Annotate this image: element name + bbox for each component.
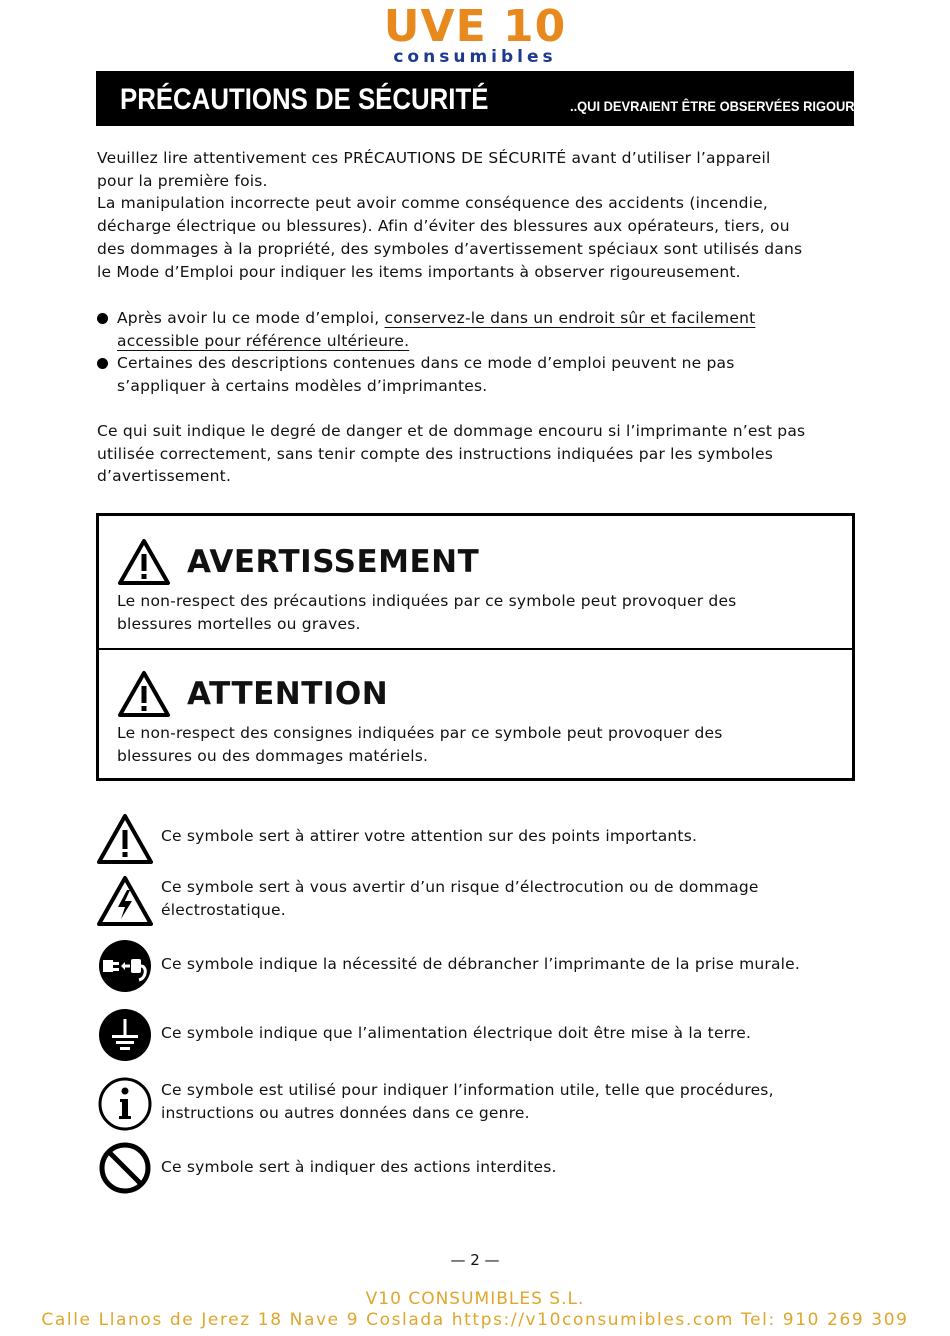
symbol-description: Ce symbole sert à indiquer des actions interdites. — [161, 1158, 557, 1176]
caution-line: Le non-respect des consignes indiquées par ce symbole peut provoquer des — [117, 724, 723, 742]
unplug-icon — [97, 938, 153, 994]
title-banner — [96, 71, 927, 126]
hazard-levels-box — [96, 513, 855, 781]
caution-title: ATTENTION — [187, 676, 389, 712]
electric-shock-icon — [97, 874, 153, 930]
bullet-list — [97, 307, 857, 398]
symbol-description: Ce symbole indique que l’alimentation électrique doit être mise à la terre. — [161, 1024, 752, 1042]
symbol-line: Ce symbole est utilisé pour indiquer l’information utile, telle que procédures, — [161, 1081, 774, 1099]
caution-header — [117, 670, 388, 718]
symbol-description: Ce symbole indique la nécessité de débrancher l’imprimante de la prise murale. — [161, 955, 801, 973]
bullet-text: s’appliquer à certains modèles d’imprimantes. — [117, 377, 488, 396]
intro-line: décharge électrique ou blessures). Afin d’éviter des blessures aux opérateurs, tiers, ou — [97, 217, 790, 236]
page-title: PRÉCAUTIONS DE SÉCURITÉ — [120, 83, 489, 116]
logo-subtitle: consumibles — [393, 47, 557, 67]
degree-line: Ce qui suit indique le degré de danger et de dommage encouru si l’imprimante n’est pas — [97, 422, 806, 440]
symbol-description — [161, 876, 861, 921]
warning-triangle-icon — [117, 538, 171, 586]
bullet-text: Certaines des descriptions contenues dans ce mode d’emploi peuvent ne pas — [117, 354, 735, 373]
caution-line: blessures ou des dommages matériels. — [117, 746, 429, 765]
footer-address: Calle Llanos de Jerez 18 Nave 9 Coslada https://v10consumibles.com Tel: 910 269 309 — [41, 1310, 909, 1330]
degree-paragraph — [97, 420, 857, 488]
intro-line: La manipulation incorrecte peut avoir comme conséquence des accidents (incendie, — [97, 194, 768, 213]
warning-header — [117, 538, 479, 586]
intro-line: Veuillez lire attentivement ces PRÉCAUTIONS DE SÉCURITÉ avant d’utiliser l’appareil — [97, 149, 771, 167]
warning-title: AVERTISSEMENT — [187, 544, 480, 580]
symbol-line: instructions ou autres données dans ce genre. — [161, 1103, 530, 1122]
page-number: — 2 — — [450, 1251, 500, 1269]
ground-icon — [97, 1007, 153, 1063]
bullet-item — [97, 307, 857, 352]
footer-company: V10 CONSUMIBLES S.L. — [365, 1289, 585, 1309]
bullet-item — [97, 352, 857, 397]
company-logo — [0, 1, 950, 67]
bullet-icon — [97, 358, 108, 369]
bullet-underlined: accessible pour référence ultérieure. — [117, 331, 410, 350]
intro-line: pour la première fois. — [97, 171, 268, 190]
bullet-underlined: conservez-le dans un endroit sûr et facilement — [384, 309, 756, 327]
logo-mark: UVE 10 — [383, 1, 567, 52]
intro-line: des dommages à la propriété, des symboles d’avertissement spéciaux sont utilisés dans — [97, 239, 803, 258]
warning-description — [117, 590, 837, 635]
intro-paragraph — [97, 147, 857, 283]
degree-line: utilisée correctement, sans tenir compte des instructions indiquées par les symboles — [97, 444, 773, 463]
symbol-line: électrostatique. — [161, 900, 286, 919]
prohibited-icon — [97, 1140, 153, 1196]
bullet-icon — [97, 313, 108, 324]
info-icon — [97, 1076, 153, 1132]
caution-description — [117, 722, 837, 767]
degree-line: d’avertissement. — [97, 467, 232, 486]
bullet-text: Après avoir lu ce mode d’emploi, — [117, 309, 385, 327]
caution-triangle-icon — [117, 670, 171, 718]
warning-line: blessures mortelles ou graves. — [117, 614, 361, 633]
intro-line: le Mode d’Emploi pour indiquer les items importants à observer rigoureusement. — [97, 262, 741, 281]
page-subtitle: ..QUI DEVRAIENT ÊTRE OBSERVÉES RIGOUREUSEMENT — [570, 98, 927, 114]
exclamation-triangle-icon — [97, 812, 153, 868]
symbol-line: Ce symbole sert à vous avertir d’un risque d’électrocution ou de dommage — [161, 878, 759, 896]
symbol-description — [161, 1079, 861, 1124]
warning-line: Le non-respect des précautions indiquées par ce symbole peut provoquer des — [117, 592, 737, 610]
symbol-description: Ce symbole sert à attirer votre attention sur des points importants. — [161, 827, 698, 845]
box-divider — [99, 648, 852, 650]
